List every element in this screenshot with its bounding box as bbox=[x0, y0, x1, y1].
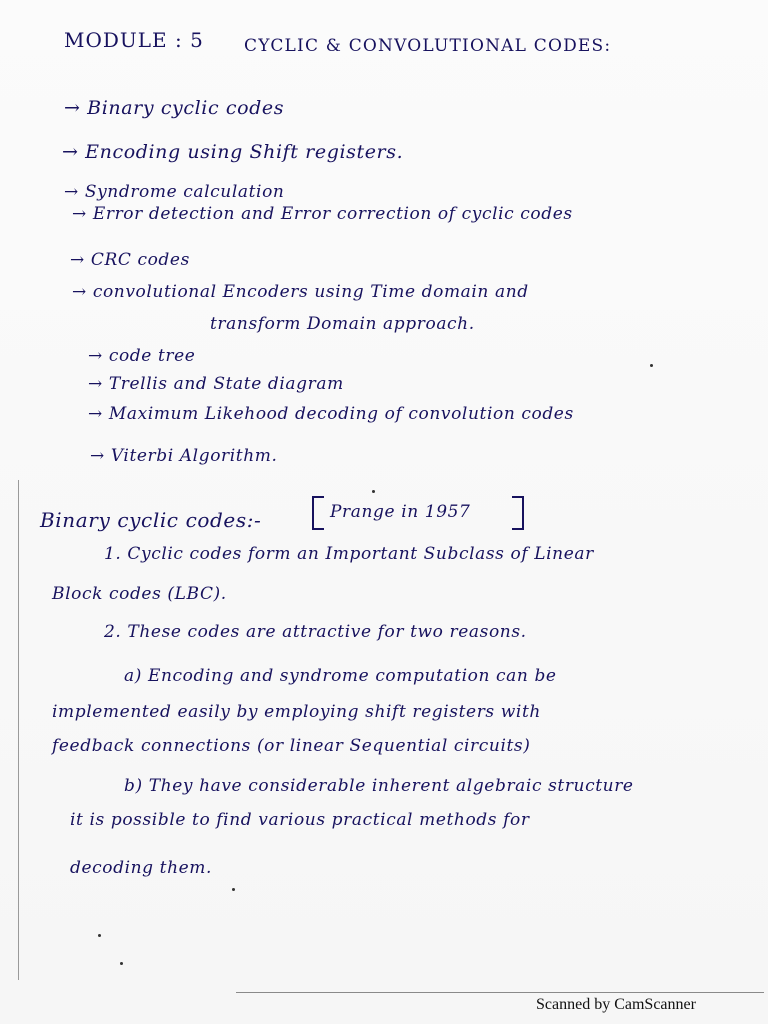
ink-speck bbox=[120, 962, 123, 965]
body-line: Block codes (LBC). bbox=[52, 584, 227, 604]
topic-item: → Viterbi Algorithm. bbox=[90, 446, 278, 466]
topic-item: → Binary cyclic codes bbox=[64, 97, 285, 119]
body-line: b) They have considerable inherent algebraic structure bbox=[124, 776, 634, 796]
body-line: implemented easily by employing shift registers with bbox=[52, 702, 541, 722]
page-margin-line bbox=[18, 480, 19, 980]
body-line: a) Encoding and syndrome computation can be bbox=[124, 666, 557, 686]
topic-item: → CRC codes bbox=[70, 250, 190, 270]
body-line: decoding them. bbox=[70, 858, 213, 878]
section-note: Prange in 1957 bbox=[330, 502, 471, 522]
scanner-watermark: Scanned by CamScanner bbox=[536, 996, 696, 1013]
ink-speck bbox=[98, 934, 101, 937]
ink-speck bbox=[372, 490, 375, 493]
section-heading: Binary cyclic codes:- bbox=[40, 508, 262, 532]
topic-item-continuation: transform Domain approach. bbox=[210, 314, 475, 334]
module-label: MODULE : 5 bbox=[64, 28, 204, 52]
topic-item: → Syndrome calculation bbox=[64, 182, 285, 202]
topic-item: → Trellis and State diagram bbox=[88, 374, 344, 394]
body-line: 2. These codes are attractive for two reasons. bbox=[104, 622, 527, 642]
topic-item: → Encoding using Shift registers. bbox=[62, 141, 404, 163]
body-line: feedback connections (or linear Sequential circuits) bbox=[52, 736, 531, 756]
page-bottom-line bbox=[236, 992, 764, 993]
body-line: it is possible to find various practical methods for bbox=[70, 810, 530, 830]
page-title: CYCLIC & CONVOLUTIONAL CODES: bbox=[244, 36, 612, 56]
ink-speck bbox=[232, 888, 235, 891]
ink-speck bbox=[650, 364, 653, 367]
topic-item: → Maximum Likehood decoding of convolution codes bbox=[88, 404, 574, 424]
body-line: 1. Cyclic codes form an Important Subclass of Linear bbox=[104, 544, 594, 564]
topic-item: → convolutional Encoders using Time domain and bbox=[72, 282, 529, 302]
topic-item: → Error detection and Error correction of cyclic codes bbox=[72, 204, 573, 224]
topic-item: → code tree bbox=[88, 346, 196, 366]
